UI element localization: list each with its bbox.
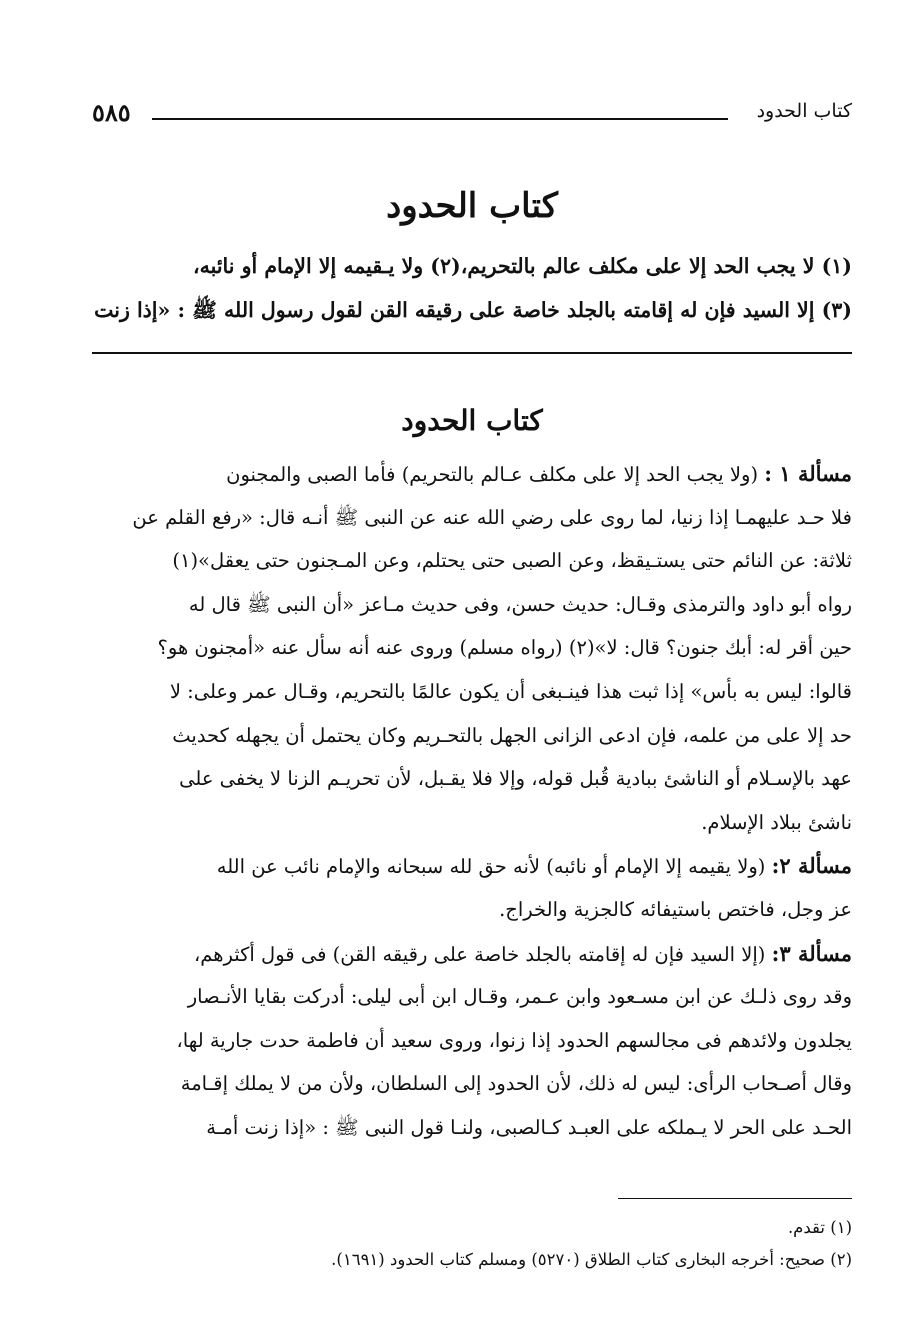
footnote: (٢) صحيح: أخرجه البخارى كتاب الطلاق (٥٢٧٠) ومسلم كتاب الحدود (١٦٩١). xyxy=(331,1250,852,1269)
body-line xyxy=(90,1062,852,1106)
body-line xyxy=(90,757,852,801)
masala-heading: مسألة ٢: xyxy=(771,853,852,879)
body-line xyxy=(90,932,852,976)
body-line xyxy=(90,452,852,496)
body-line xyxy=(90,626,852,670)
body-line-text: عهد بالإسـلام أو الناشئ ببادية قُبل قوله، وإلا فلا يقـبل، لأن تحريـم الزنا لا يخفى على xyxy=(179,767,852,791)
masala-heading: مسألة ٣: xyxy=(771,940,852,966)
matn-text xyxy=(90,244,852,332)
body-line xyxy=(90,496,852,540)
footnote: (١) تقدم. xyxy=(787,1218,852,1237)
body-line-text: الحـد على الحر لا يـملكه على العبـد كـالصبى، ولنـا قول النبى ﷺ : «إذا زنت أمـة xyxy=(206,1115,852,1139)
body-line xyxy=(90,888,852,932)
body-line-text: عز وجل، فاختص باستيفائه كالجزية والخراج. xyxy=(499,897,852,921)
body-line xyxy=(90,844,852,888)
commentary-text xyxy=(90,452,852,1150)
masala-heading: مسألة ١ : xyxy=(764,461,852,486)
body-line-text: يجلدون ولائدهم فى مجالسهم الحدود إذا زنوا، وروى سعيد أن فاطمة حدت جارية لها، xyxy=(176,1028,852,1052)
matn-line: (١) لا يجب الحد إلا على مكلف عالم بالتحريم،(٢) ولا يـقيمه إلا الإمام أو نائبه، xyxy=(193,254,852,278)
body-line xyxy=(90,670,852,714)
matn-line: (٣) إلا السيد فإن له إقامته بالجلد خاصة على رقيقه القن لقول رسول الله ﷺ : «إذا زنت xyxy=(94,298,852,322)
body-line-text: وقال أصـحاب الرأى: ليس له ذلك، لأن الحدود إلى السلطان، ولأن من لا يملك إقـامة xyxy=(180,1072,852,1096)
footnote-divider xyxy=(618,1198,852,1199)
header-rule xyxy=(152,118,728,120)
body-line xyxy=(90,539,852,583)
body-line xyxy=(90,583,852,627)
body-line-text: ثلاثة: عن النائم حتى يستـيقظ، وعن الصبى حتى يحتلم، وعن المـجنون حتى يعقل»(١) xyxy=(172,549,852,573)
body-line xyxy=(90,1019,852,1063)
body-line-text: (إلا السيد فإن له إقامته بالجلد خاصة على رقيقه القن) فى قول أكثرهم، xyxy=(193,942,772,966)
matn-divider xyxy=(92,352,852,354)
body-line xyxy=(90,801,852,845)
body-line-text: رواه أبو داود والترمذى وقـال: حديث حسن، وفى حديث مـاعز «أن النبى ﷺ قال له xyxy=(188,592,852,616)
body-line xyxy=(90,714,852,758)
commentary-title: كتاب الحدود xyxy=(401,404,543,437)
footnotes xyxy=(92,1212,852,1276)
body-line xyxy=(90,975,852,1019)
page-number: ٥٨٥ xyxy=(92,98,131,127)
body-line-text: وقد روى ذلـك عن ابن مسـعود وابن عـمر، وقـال ابن أبى ليلى: أدركت بقايا الأنـصار xyxy=(187,985,852,1009)
body-line-text: فلا حـد عليهمـا إذا زنيا، لما روى على رضي الله عنه عن النبى ﷺ أنـه قال: «رفع القلم عن xyxy=(132,505,852,529)
book-title: كتاب الحدود xyxy=(386,186,558,226)
body-line-text: حد إلا على من علمه، فإن ادعى الزانى الجهل بالتحـريم وكان يحتمل أن يجهله كحديث xyxy=(172,723,852,747)
body-line-text: (ولا يقيمه إلا الإمام أو نائبه) لأنه حق لله سبحانه والإمام نائب عن الله xyxy=(216,855,772,879)
body-line-text: ناشئ ببلاد الإسلام. xyxy=(701,810,852,834)
body-line xyxy=(90,1106,852,1150)
running-title: كتاب الحدود xyxy=(756,100,852,122)
body-line-text: قالوا: ليس به بأس» إذا ثبت هذا فينـبغى أن يكون عالمًا بالتحريم، وقـال عمر وعلى: لا xyxy=(169,679,852,703)
body-line-text: (ولا يجب الحد إلا على مكلف عـالم بالتحريم) فأما الصبى والمجنون xyxy=(226,463,765,486)
body-line-text: حين أقر له: أبك جنون؟ قال: لا»(٢) (رواه مسلم) وروى عنه أنه سأل عنه «أمجنون هو؟ xyxy=(157,636,852,660)
running-header xyxy=(92,98,852,138)
